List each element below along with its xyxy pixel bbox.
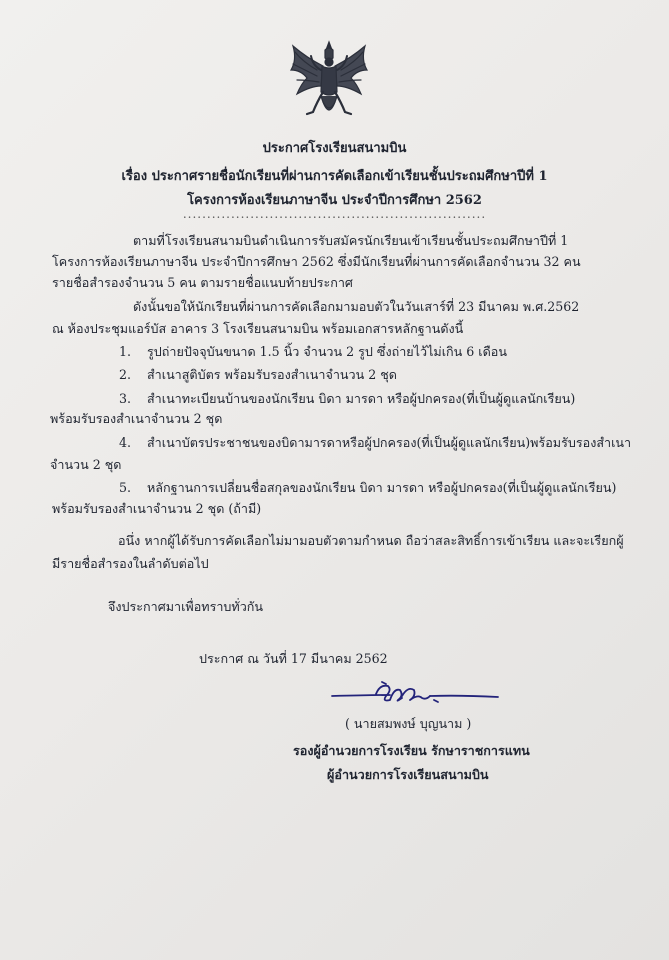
list-item-text: รูปถ่ายปัจจุบันขนาด 1.5 นิ้ว จำนวน 2 รูป ซึ่งถ่ายไว้ไม่เกิน 6 เดือน [147, 344, 507, 359]
list-item-number: 4. [119, 435, 132, 450]
paragraph1-line1: ตามที่โรงเรียนสนามบินดำเนินการรับสมัครนักเรียนเข้าเรียนชั้นประถมศึกษาปีที่ 1 [133, 233, 569, 248]
signer-position: รองผู้อำนวยการโรงเรียน รักษาราชการแทน [293, 743, 530, 758]
signer-name: ( นายสมพงษ์ บุญนาม ) [345, 716, 472, 731]
list-item-number: 3. [119, 391, 132, 406]
paragraph2-line1: ดังนั้นขอให้นักเรียนที่ผ่านการคัดเลือกมามอบตัวในวันเสาร์ที่ 23 มีนาคม พ.ศ.2562 [133, 299, 580, 314]
signer-organization: ผู้อำนวยการโรงเรียนสนามบิน [327, 767, 489, 782]
list-item-text: หลักฐานการเปลี่ยนชื่อสกุลของนักเรียน บิดา มารดา หรือผู้ปกครอง(ที่เป็นผู้ดูแลนักเรียน) [147, 480, 617, 495]
paragraph1-line3: รายชื่อสำรองจำนวน 5 คน ตามรายชื่อแนบท้ายประกาศ [52, 275, 353, 290]
paragraph1-line2: โครงการห้องเรียนภาษาจีน ประจำปีการศึกษา 2562 ซึ่งมีนักเรียนที่ผ่านการคัดเลือกจำนวน 32 คน [52, 254, 581, 269]
announcement-date: ประกาศ ณ วันที่ 17 มีนาคม 2562 [199, 651, 388, 666]
announcement-project: โครงการห้องเรียนภาษาจีน ประจำปีการศึกษา 2562 [187, 193, 482, 208]
list-item-number: 1. [119, 344, 132, 359]
paragraph2-line2: ณ ห้องประชุมแอร์บัส อาคาร 3 โรงเรียนสนามบิน พร้อมเอกสารหลักฐานดังนี้ [52, 321, 464, 336]
list-item-text: สำเนาทะเบียนบ้านของนักเรียน บิดา มารดา หรือผู้ปกครอง(ที่เป็นผู้ดูแลนักเรียน) [147, 391, 576, 406]
divider-dots: ............................................................... [182, 207, 487, 221]
list-item-number: 2. [119, 367, 132, 382]
announcement-title: ประกาศโรงเรียนสนามบิน [262, 141, 407, 156]
list-item-continuation: พร้อมรับรองสำเนาจำนวน 2 ชุด [50, 411, 223, 426]
list-item-number: 5. [119, 480, 132, 495]
paragraph3-line1: อนึ่ง หากผู้ได้รับการคัดเลือกไม่มามอบตัวตามกำหนด ถือว่าสละสิทธิ์การเข้าเรียน และจะเรียกผู้ [118, 533, 624, 548]
list-item-text: สำเนาสูติบัตร พร้อมรับรองสำเนาจำนวน 2 ชุด [147, 367, 397, 382]
paragraph3-line2: มีรายชื่อสำรองในลำดับต่อไป [52, 556, 209, 571]
handwritten-signature-icon [330, 680, 500, 710]
list-item-text: สำเนาบัตรประชาชนของบิดามารดาหรือผู้ปกครอง(ที่เป็นผู้ดูแลนักเรียน)พร้อมรับรองสำเนา [147, 435, 632, 450]
garuda-emblem-icon [287, 40, 371, 126]
announcement-subject: เรื่อง ประกาศรายชื่อนักเรียนที่ผ่านการคัดเลือกเข้าเรียนชั้นประถมศึกษาปีที่ 1 [121, 169, 548, 184]
list-item-continuation: พร้อมรับรองสำเนาจำนวน 2 ชุด (ถ้ามี) [52, 501, 262, 516]
closing-statement: จึงประกาศมาเพื่อทราบทั่วกัน [108, 599, 264, 614]
list-item-continuation: จำนวน 2 ชุด [50, 457, 122, 472]
